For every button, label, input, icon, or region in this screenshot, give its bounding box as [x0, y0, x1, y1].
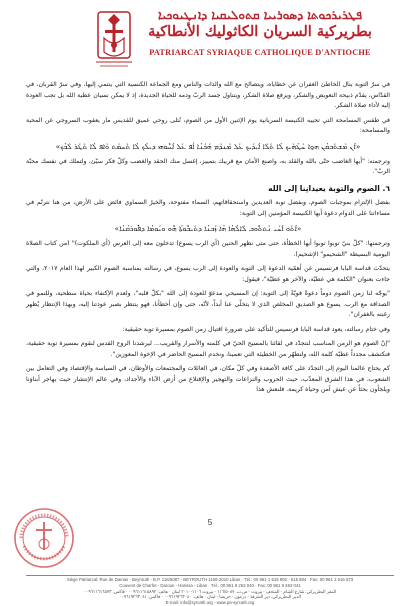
- paragraph: "إنّ الصوم هو الزمن المناسب لنتجدّد في لقائنا بالمسيح الحيّ في كلمته والأسرار والقريب... ليرشدنا الروح القدس لنقوم بمسيرة توبة حقيقية، فنكتشف مجدداً عطيّة كلمة الله، ولنطهّر من الخطيئة التي تعمينا، ونخدم المسيح الحاضر في الإخوة المعوزين".: [26, 340, 390, 358]
- footer-address-fr: Siège Patriarcal: Rue de Damas - Beyrouth - B.P. 116/5087 - BEYROUTH 1106-2010 Liban · Tél.: 00 961 1 615 892 - 615 894 · Fax: 00 961 1 616 573: [66, 577, 354, 582]
- paragraph: وفي ختام رسالته، يعود قداسة البابا فرنسيس للتأكيد على ضرورة اقتبال زمن الصوم بمسيرة توبة حقيقية:: [122, 325, 390, 333]
- footer: [26, 577, 394, 606]
- footer-address-ar-2: الدير البطريركي، دير الشرفة - درعون - حريصا - لبنان · هاتف: ٠٠٩٦١٩٢٦٣٠٤٠ · فاكس: ٠٠٩٦١٩٢٦٣٠٤١: [119, 594, 301, 600]
- footer-address-ar: المقر البطريركي: شارع الشام - المتحف - بيروت - ص.ب. ١١٦/٥٠٨٧ - بيروت ١١٠٦-٢٠١٠ لبنان · هاتف: ٠٠٩٦١١٦١٥٨٩٢ · فاكس: ٠٠٩٦١١٦١٦٥٧٣: [83, 588, 337, 594]
- paragraph: "يوجّه لنا زمن الصوم دوماً دعوةً قويّةً إلى التوبة: إن المسيحي مدعوّ للعودة إلى الله "بكلّ قلبه"، ولعدم الإكتفاء بحياة سطحية، وللنمو في الصداقة مع الرب. يسوع هو الصديق المخلص الذي لا يتخلّى عنا أبداً، لأنّه، حتى وإن أخطأنا، فهو ينتظر بصبر عودتنا إليه، وبهذا الإنتظار يُظهر رغبته بالغفران".: [26, 290, 390, 318]
- paragraph: في طقس المسامحة التي تحييه الكنيسة السريانية يوم الإثنين الأول من الصوم، نُتلى روحي عميق للقديس مار يعقوب السروجي عن المحبة والمسامحة:: [26, 116, 390, 134]
- paragraph: في سرّ التوبة ينال الخاطئ الغفران عن خطاياه، ويتصالح مع الله والذات والناس ومع الجماعة الكنسية التي ينتمي إليها، وفي سرّ القربان، في القدّاس، يقدّم ذبيحة التعويض والشكر، ويرفع صلاة الشكر، ويتناول جسد الربّ ودمه للحياة الجديدة، إذ لا يمكن نسيان عطية الله بل تجب العودة إليه لأداء صلاة الشكر.: [26, 81, 390, 109]
- document-body: [26, 80, 390, 400]
- latin-title: PATRIARCAT SYRIAQUE CATHOLIQUE D'ANTIOCHE: [149, 48, 371, 57]
- arabic-title: بطريركية السريان الكاثوليك الأنطاكية: [148, 23, 372, 40]
- footer-address-fr-2: Couvent de Charfet - Daroun - Harissa - Liban · Tél.: 00 961 9 263 040 · Fax: 00 961 9 263 041: [119, 582, 301, 588]
- page-number: 5: [207, 518, 213, 527]
- paragraph: يتحدّث قداسة البابا فرنسيس عن أهمّية الدعوة إلى التوبة والعودة إلى الرب يسوع، في رسالته بمناسبة الصوم الكبير لهذا العام ٢٠١٧، والتي جاءت بعنوان "الكلمة هي عطيّة، والآخر هو عطيّة"، فيقول:: [26, 265, 390, 283]
- footer-email: E-mail: info@syrcath.org - www.pa-syrcath.org: [165, 600, 255, 606]
- official-stamp: [12, 506, 76, 570]
- footer-divider: [26, 575, 394, 576]
- syriac-verse: «ܐܶܢ ܡܶܫܬܰܒܩܳܢ ܗ̱ܘܐ ܚܰܛܳܗܶܝܟ ܠܳܐ ܬܰܠܶܐ ܐܰܝܕܰܝܟ ܥܰܠ ܡܶܢܕܶܡ ܗܰܟܰܢܳܐ ܐܳܦ ܥܰܠ ܐܰܚܽܘܗܝ ܕܝܠܳܟ ܠܳܐ ܬܶܚܡܰܬ ܘܰܐܦ ܠܳܐ ܬܶܛܰܪ ܠܶܒܳܟ»: [55, 141, 361, 151]
- paragraph: وترجمتها: "كلّ بنيّ توبوا توبوا أيها الخطأة، حتى متى نظهر الحنين (أي الرب يسوع) تدخلون معه إلى العرس (أي الملكوت)" (من كتاب الصلاة اليومية البسيطة "الشحيمو" الإشحيم).: [26, 240, 390, 258]
- paragraph: بفضل الإلتزام بموجبات الصوم، وبفضل توبة العديدين واستحقاقاتهم، السماء مفتوحة، والخيرُ السماوي فائض على الأرض، من هنا نترنّم في مساءاتنا على الدوام دعوة أيها الكنيسة المؤمنين إلى التوبة:: [26, 199, 390, 217]
- header-title: [140, 8, 380, 40]
- paragraph: وترجمته: "أيها الغاضب حتّى بالله والقلد به، واصنع الأمان مع قريبك بتمييز، إغسل منك الحقد والغضب وكلّ فكر سيّئ، ولتملك في نفسك محبّة الربّ".: [26, 157, 390, 175]
- syriac-verse: «ܐܶܬܰܘ ܐܰܚܰܝ ܢܶܬܬܽܘܒ ܠܰܐܠܳܗܳܐ ܗܳܐ ܙܰܒܢܳܐ ܕܬܰܝܒܽܘܬܳܐ ܗܽܘ ܘܝܰܘܡܳܐ ܕܦܽܘܪܩܳܢܳܐ»: [114, 224, 302, 233]
- paragraph: كم يحتاج عالمنا اليوم إلى التجدّد على كافة الأصعدة وفي كلّ مكان، في العائلات والمجتمعات والأوطان، في السياسة والإقتصاد وفي التعامل بين الشعوب، في هذا الشرق المعذّب، حيث الحروب والنزاعات والتهجير والإقتلاع من أرض الآباء والأجداد، وفي عالم الإنتشار حيث يهاجر أبناؤنا ويلجأون بحثاً عن عيش آمن وحياة كريمة. فلنعش هذا: [26, 365, 390, 393]
- patriarchate-logo: [92, 8, 136, 72]
- syriac-title: ܦܛܪܝܪܟܘܬܐ ܕܣܘܪܝܝܐ ܩܬܘܠܝܩܝܐ ܕܐܢܛܝܘܟܝܐ: [158, 8, 362, 22]
- section-heading: ٦. الصوم والتوبة يعيدانِنا إلى الله: [268, 183, 390, 193]
